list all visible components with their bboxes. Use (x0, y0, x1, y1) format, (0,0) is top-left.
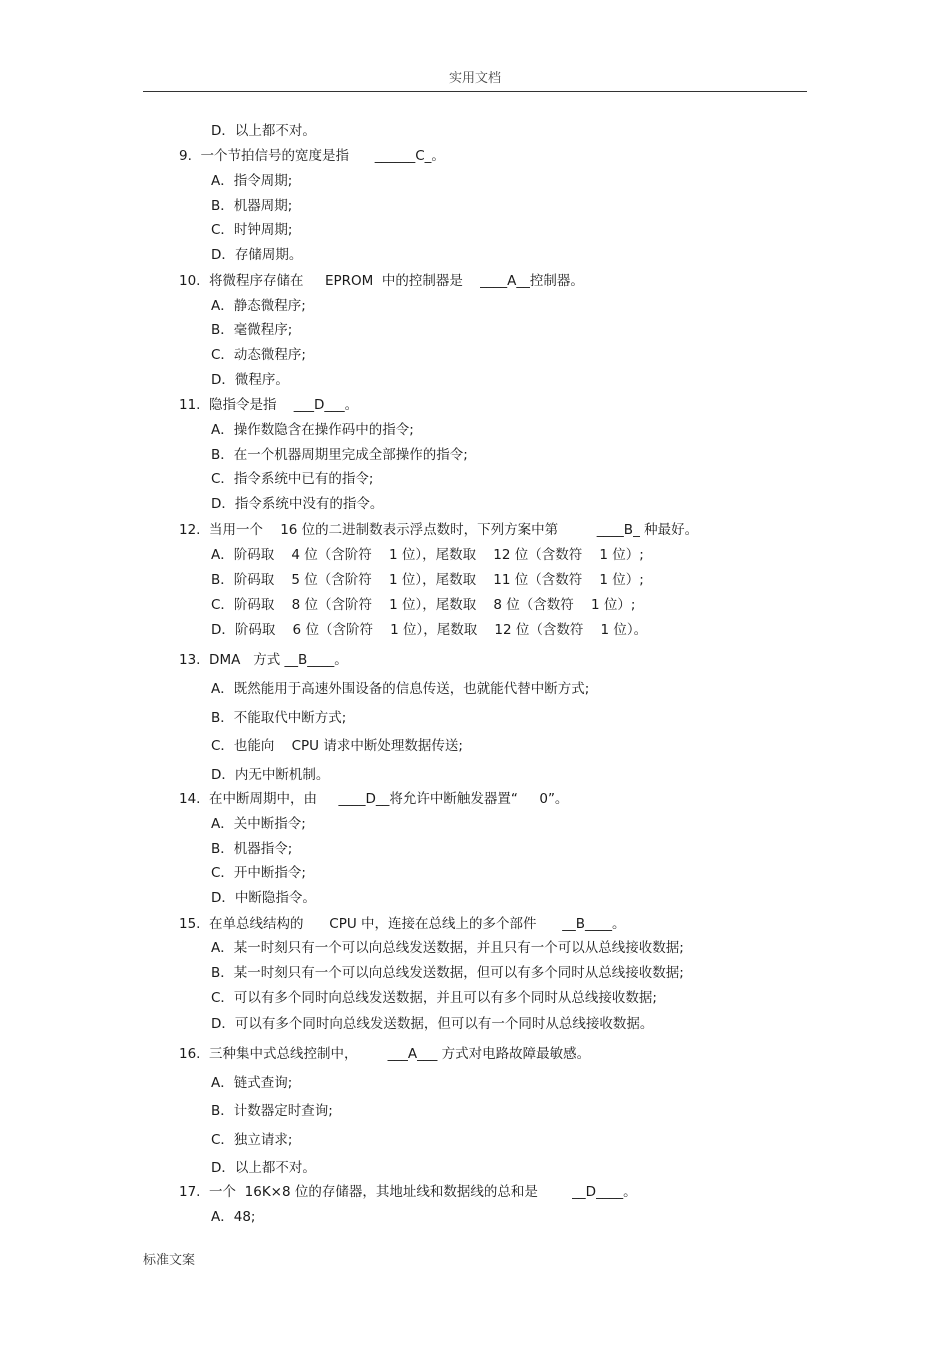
page-header: 实用文档 (448, 71, 501, 86)
option-line: D．存储周期。 (211, 247, 303, 263)
option-line: A．链式查询; (211, 1075, 293, 1091)
question-line: 11. 隐指令是指 ___D___。 (179, 397, 359, 413)
option-line: D．中断隐指令。 (211, 890, 316, 906)
option-line: C．开中断指令; (211, 865, 306, 881)
option-line: A．关中断指令; (211, 816, 306, 832)
option-line: D．阶码取 6 位（含阶符 1 位），尾数取 12 位（含数符 1 位）。 (211, 622, 648, 638)
option-line: B．不能取代中断方式; (211, 710, 347, 726)
option-line: D．以上都不对。 (211, 1160, 316, 1176)
option-line: A．48; (211, 1209, 256, 1225)
option-line: B．毫微程序; (211, 322, 293, 338)
header-rule (143, 91, 807, 92)
option-line: D．指令系统中没有的指令。 (211, 496, 384, 512)
question-line: 13. DMA 方式 __B____。 (179, 652, 348, 668)
option-line: C．也能向 CPU 请求中断处理数据传送; (211, 738, 463, 754)
question-line: 15. 在单总线结构的 CPU 中，连接在总线上的多个部件 __B____。 (179, 916, 626, 932)
option-line: C．指令系统中已有的指令; (211, 471, 374, 487)
option-line: B．在一个机器周期里完成全部操作的指令; (211, 447, 468, 463)
option-line: D．以上都不对。 (211, 123, 316, 139)
option-line: A．某一时刻只有一个可以向总线发送数据，并且只有一个可以从总线接收数据; (211, 940, 684, 956)
question-line: 9. 一个节拍信号的宽度是指 ______C_。 (179, 148, 445, 164)
option-line: B．机器周期; (211, 198, 293, 214)
option-line: A．阶码取 4 位（含阶符 1 位），尾数取 12 位（含数符 1 位）; (211, 547, 644, 563)
option-line: D．可以有多个同时向总线发送数据，但可以有一个同时从总线接收数据。 (211, 1016, 654, 1032)
option-line: A．操作数隐含在操作码中的指令; (211, 422, 414, 438)
option-line: B．阶码取 5 位（含阶符 1 位），尾数取 11 位（含数符 1 位）; (211, 572, 644, 588)
option-line: B．机器指令; (211, 841, 293, 857)
option-line: A．静态微程序; (211, 298, 306, 314)
option-line: D．微程序。 (211, 372, 289, 388)
question-line: 16. 三种集中式总线控制中， ___A___ 方式对电路故障最敏感。 (179, 1046, 591, 1062)
question-line: 14. 在中断周期中，由 ____D__将允许中断触发器置“ 0”。 (179, 791, 569, 807)
question-line: 17. 一个 16K×8 位的存储器，其地址线和数据线的总和是 __D____。 (179, 1184, 637, 1200)
option-line: A．指令周期; (211, 173, 293, 189)
option-line: B．计数器定时查询; (211, 1103, 333, 1119)
option-line: C．独立请求; (211, 1132, 293, 1148)
question-line: 10. 将微程序存储在 EPROM 中的控制器是 ____A__控制器。 (179, 273, 584, 289)
option-line: C．可以有多个同时向总线发送数据，并且可以有多个同时从总线接收数据; (211, 990, 657, 1006)
question-line: 12. 当用一个 16 位的二进制数表示浮点数时，下列方案中第 ____B_ 种最好。 (179, 522, 699, 538)
option-line: C．动态微程序; (211, 347, 306, 363)
option-line: A．既然能用于高速外围设备的信息传送，也就能代替中断方式; (211, 681, 590, 697)
option-line: D．内无中断机制。 (211, 767, 330, 783)
option-line: B．某一时刻只有一个可以向总线发送数据，但可以有多个同时从总线接收数据; (211, 965, 684, 981)
option-line: C．时钟周期; (211, 222, 293, 238)
option-line: C．阶码取 8 位（含阶符 1 位），尾数取 8 位（含数符 1 位）; (211, 597, 636, 613)
page-footer: 标准文案 (143, 1253, 196, 1268)
